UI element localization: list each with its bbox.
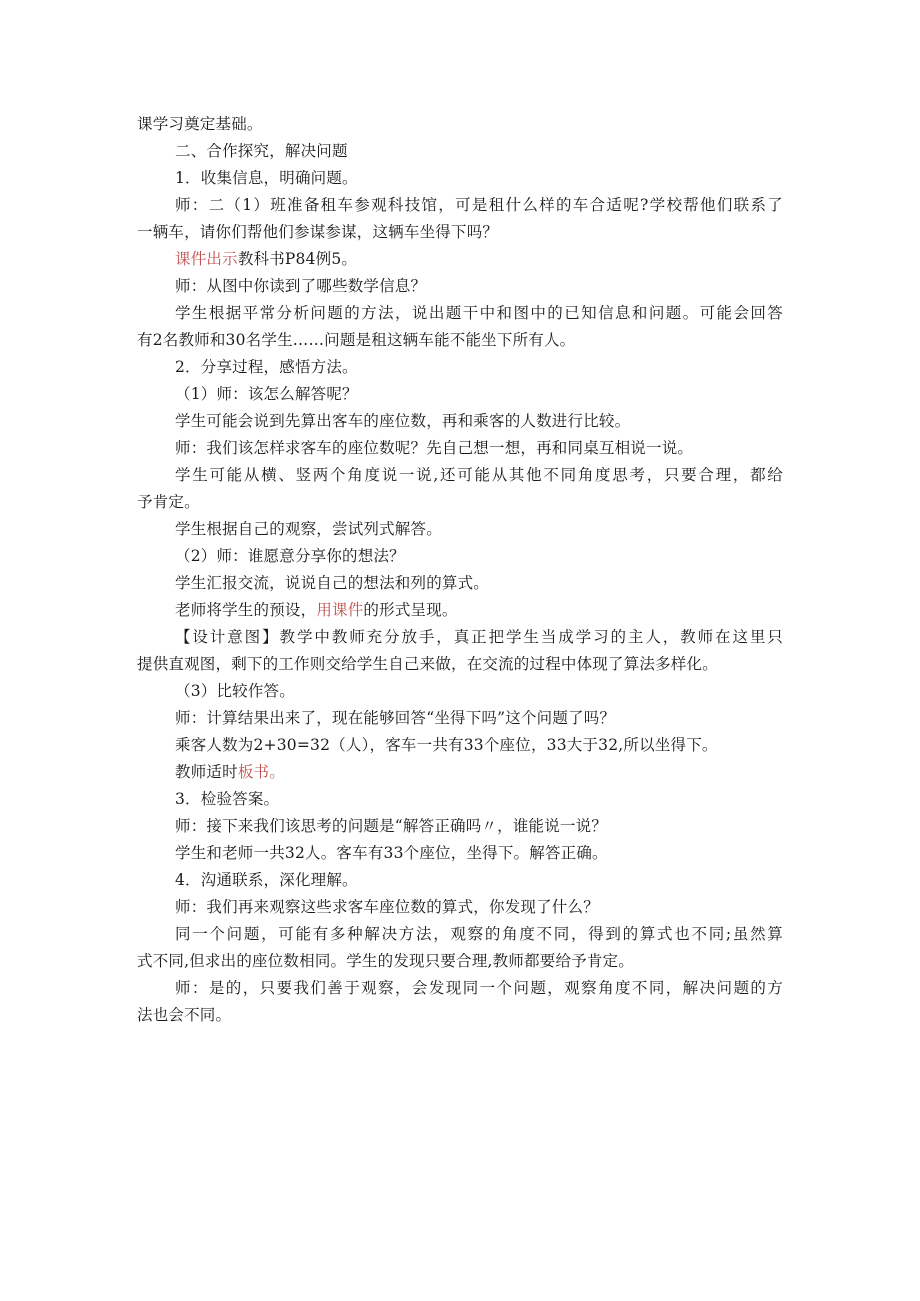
step-heading — [175, 870, 358, 890]
text-segment: 师：从图中你读到了哪些数学信息？ — [175, 277, 427, 295]
text-line — [137, 654, 718, 674]
text-line — [175, 708, 615, 728]
text-segment: 师：二（1）班准备租车参观科技馆，可是租什么样的车合适呢?学校帮他们联系了 — [175, 196, 783, 214]
text-line — [175, 411, 630, 431]
text-segment: 提供直观图，剩下的工作则交给学生自己来做，在交流的过程中体现了算法多样化。 — [137, 655, 718, 673]
annotation-text: 板书。 — [237, 763, 285, 781]
text-segment: 学生根据平常分析问题的方法，说出题干中和图中的已知信息和问题。可能会回答 — [175, 304, 783, 322]
text-segment: 3．检验答案。 — [175, 790, 280, 808]
text-segment: 有2名教师和30名学生……问题是租这辆车能不能坐下所有人。 — [137, 331, 576, 349]
text-segment: 学生可能从横、竖两个角度说一说,还可能从其他不同角度思考，只要合理，都给 — [175, 466, 783, 484]
text-line — [137, 951, 634, 971]
text-line — [175, 303, 783, 323]
text-line — [175, 843, 608, 863]
text-segment: 【设计意图】教学中教师充分放手，真正把学生当成学习的主人，教师在这里只 — [175, 628, 783, 646]
text-segment: 乘客人数为2+30=32（人），客车一共有33个座位，33大于32,所以坐得下。 — [175, 736, 718, 754]
step-heading — [175, 168, 358, 188]
text-line — [175, 384, 358, 404]
text-segment: （1）师：该怎么解答呢？ — [175, 385, 358, 403]
text-segment: 二、合作探究，解决问题 — [175, 142, 348, 160]
text-line — [175, 816, 607, 836]
text-segment: 教科书P84例5。 — [237, 250, 358, 268]
text-line — [175, 735, 718, 755]
text-segment: 予肯定。 — [137, 493, 200, 511]
section-heading — [175, 141, 348, 161]
text-line — [175, 546, 405, 566]
text-line — [137, 222, 498, 242]
annotation-text: 课件出示 — [175, 250, 238, 268]
text-line — [175, 438, 693, 458]
text-segment: 2．分享过程，感悟方法。 — [175, 358, 358, 376]
text-line — [175, 897, 599, 917]
text-line — [137, 114, 263, 134]
design-intent-line — [175, 627, 783, 647]
text-line — [175, 465, 783, 485]
text-segment: （3）比较作答。 — [175, 682, 295, 700]
text-segment: 师：我们该怎样求客车的座位数呢？先自己想一想，再和同桌互相说一说。 — [175, 439, 694, 457]
text-segment: 一辆车，请你们帮他们参谋参谋，这辆车坐得下吗？ — [137, 223, 499, 241]
text-segment: 学生可能会说到先算出客车的座位数，再和乘客的人数进行比较。 — [175, 412, 631, 430]
text-line — [175, 195, 783, 215]
text-segment: 法也会不同。 — [137, 1006, 232, 1024]
text-line — [175, 681, 295, 701]
text-line — [175, 924, 783, 944]
text-segment: 的形式呈现。 — [363, 601, 458, 619]
text-segment: 同一个问题，可能有多种解决方法，观察的角度不同，得到的算式也不同;虽然算 — [175, 925, 783, 943]
text-segment: 式不同,但求出的座位数相同。学生的发现只要合理,教师都要给予肯定。 — [137, 952, 634, 970]
text-segment: 1．收集信息，明确问题。 — [175, 169, 358, 187]
text-line — [137, 492, 200, 512]
annotation-text: 用课件 — [316, 601, 364, 619]
text-line — [137, 1005, 231, 1025]
text-line — [137, 330, 575, 350]
text-line — [175, 249, 357, 269]
text-segment: 课学习奠定基础。 — [137, 115, 263, 133]
text-line — [175, 573, 489, 593]
text-segment: 师：接下来我们该思考的问题是“解答正确吗〃，谁能说一说？ — [175, 817, 608, 835]
text-line — [175, 600, 458, 620]
text-segment: （2）师：谁愿意分享你的想法？ — [175, 547, 405, 565]
step-heading — [175, 789, 279, 809]
step-heading — [175, 357, 358, 377]
text-line — [175, 762, 285, 782]
text-segment: 师：我们再来观察这些求客车座位数的算式，你发现了什么？ — [175, 898, 599, 916]
text-segment: 老师将学生的预设， — [175, 601, 317, 619]
text-segment: 学生根据自己的观察，尝试列式解答。 — [175, 520, 442, 538]
text-segment: 师：计算结果出来了，现在能够回答“坐得下吗”这个问题了吗？ — [175, 709, 616, 727]
text-segment: 学生汇报交流，说说自己的想法和列的算式。 — [175, 574, 490, 592]
text-line — [175, 978, 783, 998]
text-line — [175, 519, 442, 539]
text-segment: 4．沟通联系，深化理解。 — [175, 871, 358, 889]
text-segment: 师：是的，只要我们善于观察，会发现同一个问题，观察角度不同，解决问题的方 — [175, 979, 783, 997]
text-line — [175, 276, 426, 296]
text-segment: 学生和老师一共32人。客车有33个座位，坐得下。解答正确。 — [175, 844, 608, 862]
text-segment: 教师适时 — [175, 763, 238, 781]
